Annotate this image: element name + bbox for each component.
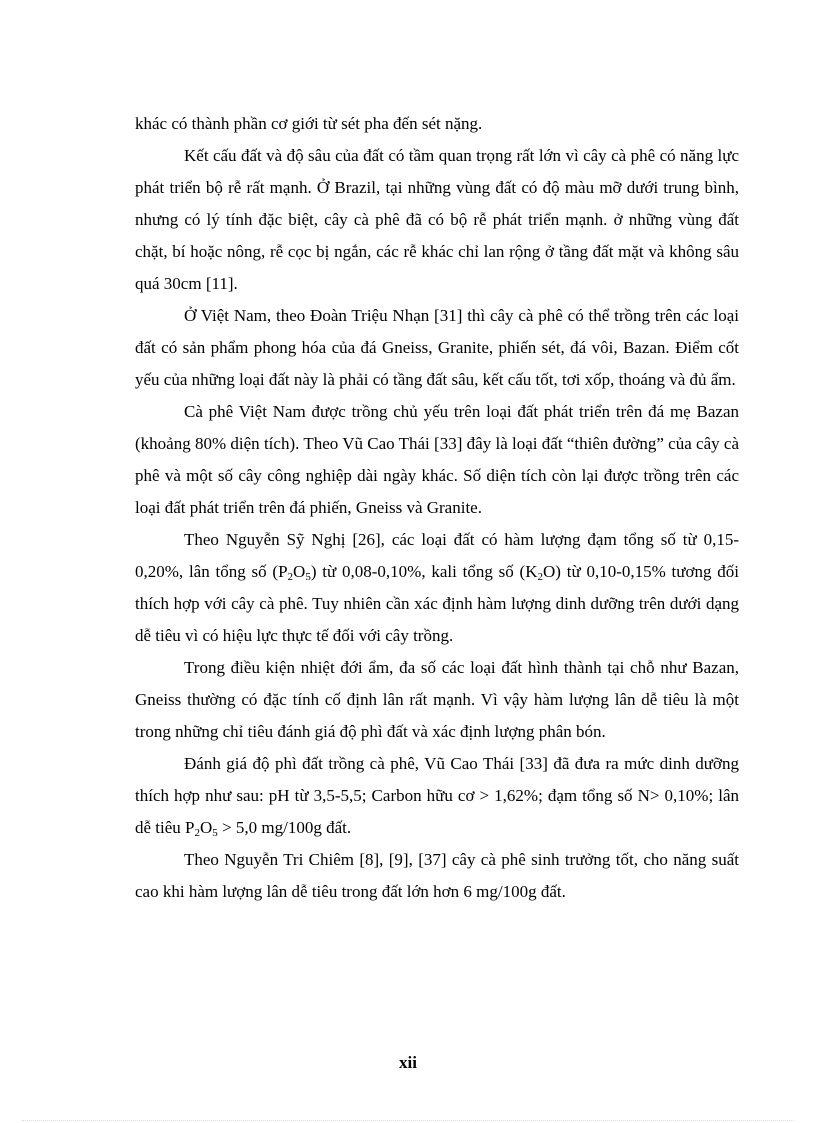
page-body — [135, 108, 739, 908]
paragraph — [135, 844, 739, 908]
paragraph-text: ) từ 0,08-0,10%, kali tổng số (K — [310, 562, 538, 581]
subscript: 5 — [212, 827, 218, 839]
paragraph — [135, 108, 739, 140]
paragraph-text: > 5,0 mg/100g đất. — [217, 818, 352, 837]
paragraph-text: khác có thành phần cơ giới từ sét pha đến sét nặng. — [135, 114, 483, 133]
paragraph-text: O) từ 0,10-0,15% tương đối thích hợp với cây cà phê. Tuy nhiên cần xác định hàm lượng dinh dưỡng trên dưới dạng dễ tiêu vì có hiệu lực thực tế đối với cây trồng. — [135, 562, 739, 645]
subscript: 2 — [194, 827, 200, 839]
paragraph — [135, 652, 739, 748]
paragraph — [135, 300, 739, 396]
paragraph-text: Theo Nguyễn Sỹ Nghị [26], các loại đất có hàm lượng đạm tổng số từ 0,15-0,20%, lân tổng số (P — [135, 530, 739, 581]
paragraph-text: Trong điều kiện nhiệt đới ẩm, đa số các loại đất hình thành tại chỗ như Bazan, Gneiss thường có đặc tính cố định lân rất mạnh. Vì vậy hàm lượng lân dễ tiêu là một trong những chỉ tiêu đánh giá độ phì đất và xác định lượng phân bón. — [135, 658, 739, 741]
paragraph-text: O — [200, 818, 213, 837]
paragraph-text: Kết cấu đất và độ sâu của đất có tầm quan trọng rất lớn vì cây cà phê có năng lực phát triển bộ rễ rất mạnh. Ở Brazil, tại những vùng đất có độ màu mỡ dưới trung bình, nhưng có lý tính đặc biệt, cây cà phê đã có bộ rễ phát triển mạnh. ở những vùng đất chặt, bí hoặc nông, rễ cọc bị ngắn, các rễ khác chỉ lan rộng ở tầng đất mặt và không sâu quá 30cm [11]. — [135, 146, 739, 293]
subscript: 2 — [537, 571, 543, 583]
paragraph-text: O — [293, 562, 306, 581]
paragraph-text: Đánh giá độ phì đất trồng cà phê, Vũ Cao Thái [33] đã đưa ra mức dinh dưỡng thích hợp như sau: pH từ 3,5-5,5; Carbon hữu cơ > 1,62%; đạm tổng số N> 0,10%; lân dễ tiêu P — [135, 754, 739, 837]
subscript: 2 — [287, 571, 294, 583]
subscript: 5 — [305, 571, 311, 583]
bottom-divider — [22, 1120, 794, 1121]
paragraph-text: Cà phê Việt Nam được trồng chủ yếu trên loại đất phát triển trên đá mẹ Bazan (khoảng 80% diện tích). Theo Vũ Cao Thái [33] đây là loại đất “thiên đường” của cây cà phê và một số cây công nghiệp dài ngày khác. Số diện tích còn lại được trồng trên các loại đất phát triển trên đá phiến, Gneiss và Granite. — [135, 402, 739, 517]
paragraph-text: Ở Việt Nam, theo Đoàn Triệu Nhạn [31] thì cây cà phê có thể trồng trên các loại đất có sản phẩm phong hóa của đá Gneiss, Granite, phiến sét, đá vôi, Bazan. Điểm cốt yếu của những loại đất này là phải có tầng đất sâu, kết cấu tốt, tơi xốp, thoáng và đủ ẩm. — [135, 306, 739, 389]
paragraph — [135, 748, 739, 844]
paragraph — [135, 396, 739, 524]
page-number: xii — [399, 1053, 417, 1072]
paragraph — [135, 524, 739, 652]
paragraph-text: Theo Nguyễn Tri Chiêm [8], [9], [37] cây cà phê sinh trưởng tốt, cho năng suất cao khi hàm lượng lân dễ tiêu trong đất lớn hơn 6 mg/100g đất. — [135, 850, 739, 901]
paragraph — [135, 140, 739, 300]
